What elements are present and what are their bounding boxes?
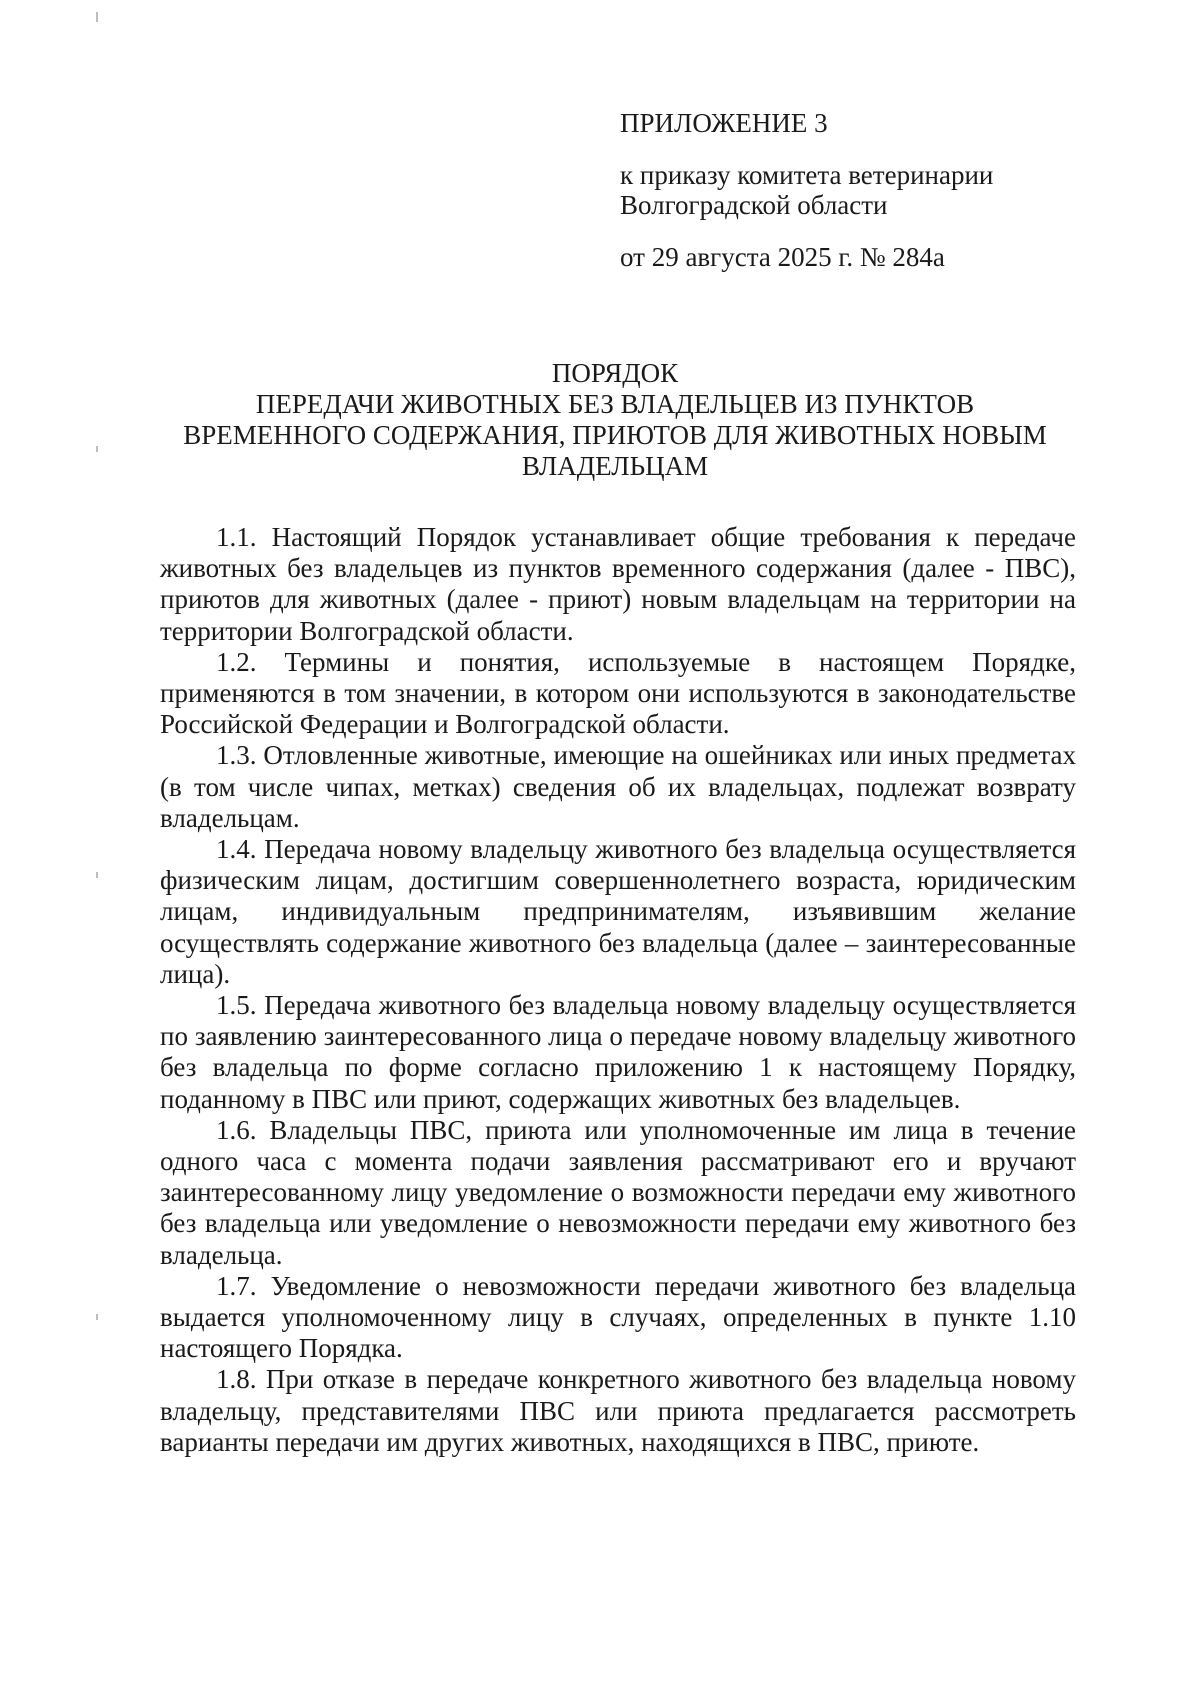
order-reference-line: к приказу комитета ветеринарии: [620, 160, 994, 190]
scan-mark: [96, 1314, 98, 1320]
scan-mark: [96, 446, 98, 452]
paragraph-1-3: 1.3. Отловленные животные, имеющие на ошейниках или иных предметах (в том числе чипах, метках) сведения об их владельцах, подлежат возврату владельцам.: [160, 740, 1076, 833]
scan-mark: [96, 12, 98, 22]
paragraph-1-7: 1.7. Уведомление о невозможности передачи животного без владельца выдается уполномоченному лицу в случаях, определенных в пункте 1.10 настоящего Порядка.: [160, 1270, 1076, 1364]
order-reference-line: Волгоградской области: [620, 190, 888, 220]
document-title: [150, 358, 1080, 482]
scan-mark: [96, 872, 98, 878]
title-line: ПОРЯДОК: [551, 358, 679, 388]
order-date: от 29 августа 2025 г. № 284а: [620, 242, 945, 272]
title-line: ВРЕМЕННОГО СОДЕРЖАНИЯ, ПРИЮТОВ ДЛЯ ЖИВОТНЫХ НОВЫМ: [183, 420, 1047, 450]
title-line: ПЕРЕДАЧИ ЖИВОТНЫХ БЕЗ ВЛАДЕЛЬЦЕВ ИЗ ПУНКТОВ: [255, 389, 975, 419]
paragraph-1-8: 1.8. При отказе в передаче конкретного животного без владельца новому владельцу, представителями ПВС или приюта предлагается рассмотреть варианты передачи им других животных, находящихся в ПВС, приюте.: [160, 1364, 1076, 1457]
paragraph-1-2: 1.2. Термины и понятия, используемые в настоящем Порядке, применяются в том значении, в котором они используются в законодательстве Российской Федерации и Волгоградской области.: [160, 646, 1076, 740]
paragraph-1-1: 1.1. Настоящий Порядок устанавливает общие требования к передаче животных без владельцев из пунктов временного содержания (далее - ПВС), приютов для животных (далее - приют) новым владельцам на территории на территории Волгоградской области.: [160, 522, 1076, 646]
document-body: [160, 522, 1076, 1458]
paragraph-1-5: 1.5. Передача животного без владельца новому владельцу осуществляется по заявлению заинтересованного лица о передаче новому владельцу животного без владельца по форме согласно приложению 1 к настоящему Порядку, поданному в ПВС или приют, содержащих животных без владельцев.: [160, 990, 1076, 1114]
title-line: ВЛАДЕЛЬЦАМ: [521, 451, 709, 481]
appendix-header: [620, 108, 1080, 272]
paragraph-1-4: 1.4. Передача новому владельцу животного без владельца осуществляется физическим лицам, достигшим совершеннолетнего возраста, юридическим лицам, индивидуальным предпринимателям, изъявившим желание осуществлять содержание животного без владельца (далее – заинтересованные лица).: [160, 834, 1076, 989]
order-reference: [620, 160, 1080, 220]
paragraph-1-6: 1.6. Владельцы ПВС, приюта или уполномоченные им лица в течение одного часа с момента подачи заявления рассматривают его и вручают заинтересованному лицу уведомление о возможности передачи ему животного без владельца или уведомление о невозможности передачи ему животного без владельца.: [160, 1114, 1076, 1270]
appendix-label: ПРИЛОЖЕНИЕ 3: [620, 108, 828, 138]
